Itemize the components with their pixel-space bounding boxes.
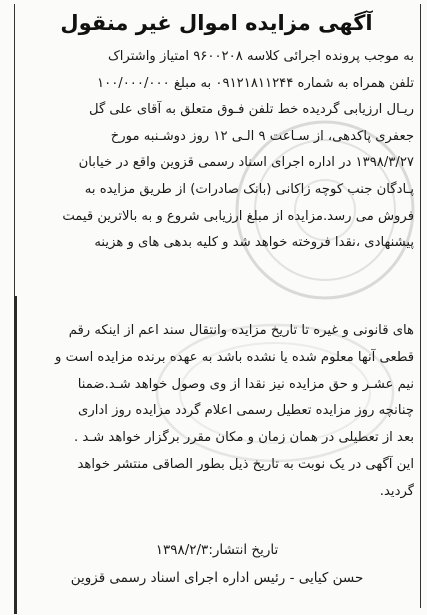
paragraph-line: گردید. [379, 483, 414, 499]
notice-paragraph-2 [18, 318, 414, 506]
paragraph-line: فروش می رسد.مزایده از مبلغ ارزیابی شروع و به بالاترین قیمت [62, 208, 414, 224]
paragraph-line: ریـال ارزیابی گردیده خط تلفن فـوق متعلق به آقای علی گل [88, 102, 414, 118]
paragraph-line: چنانچه روز مزایده تعطیل رسمی اعلام گردد مزایده روز اداری [78, 403, 414, 419]
paragraph-line: های قانونی و غیره تا تاریخ مزایده وانتقال سند اعم از اینکه رقم [68, 323, 414, 338]
paragraph-line: به موجب پرونده اجرائی کلاسه ۹۶۰۰۲۰۸ امتیاز واشتراک [107, 49, 414, 64]
paragraph-line: پـادگان جنب کوچه زاکانی (بانک صادرات) از طریق مزایده به [84, 181, 414, 197]
paragraph-line: قطعی آنها معلوم شده یا نشده باشد به عهده برنده مزایده است و [55, 349, 414, 365]
notice-title: آگهی مزایده اموال غیر منقول [60, 11, 373, 35]
paragraph-line: تلفن همراه به شماره ۰۹۱۲۱۸۱۱۲۴۴ به مبلغ ۱۰۰/۰۰۰/۰۰۰ [97, 75, 414, 91]
publish-date: تاریخ انتشار:۱۳۹۸/۲/۳ [155, 542, 279, 558]
paragraph-line: نیم عشـر و حق مزایده نیز نقدا از وی وصول خواهد شـد.ضمنا [77, 376, 414, 392]
paragraph-line: این آگهی در یک نوبت به تاریخ ذیل بطور الصاقی منتشر خواهد [77, 456, 414, 472]
column-divider [14, 296, 17, 614]
paragraph-line: جعفری پاکدهی، از سـاعت ۹ الـی ۱۲ روز دوشـنبه مورخ [110, 128, 414, 144]
signature-line: حسن کیایی - رئیس اداره اجرای اسناد رسمی قزوین [70, 570, 364, 586]
paragraph-line: پیشنهادی ،نقدا فروخته خواهد شد و کلیه بدهی های و هزینه [94, 235, 414, 251]
notice-paragraph-1 [20, 44, 414, 257]
paragraph-line: ۱۳۹۸/۳/۲۷ در اداره اجرای اسناد رسمی قزوین واقع در خیابان [78, 155, 414, 171]
paragraph-line: بعد از تعطیلی در همان زمان و مکان مقرر برگزار خواهد شـد . [74, 430, 414, 446]
